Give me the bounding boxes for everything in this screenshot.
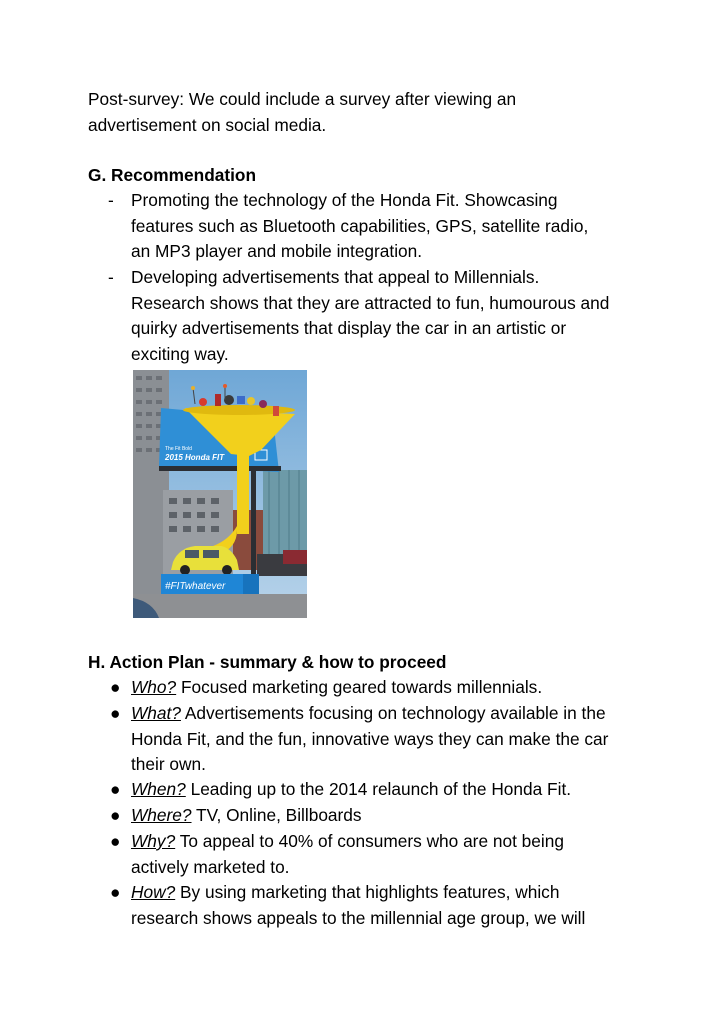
action-plan-item-why bbox=[108, 829, 648, 880]
item-line: Leading up to the 2014 relaunch of the Honda Fit. bbox=[190, 779, 572, 799]
recommendation-item bbox=[108, 265, 648, 367]
item-line: actively marketed to. bbox=[131, 856, 290, 877]
item-line: exciting way. bbox=[131, 343, 229, 364]
item-line: Focused marketing geared towards millennials. bbox=[180, 677, 543, 697]
question-label: How? bbox=[131, 882, 176, 902]
recommendation-item bbox=[108, 188, 648, 265]
bullet-icon: ● bbox=[110, 805, 121, 825]
svg-text:The Fit Bold: The Fit Bold bbox=[165, 446, 192, 452]
item-line: Advertisements focusing on technology available in the bbox=[184, 703, 606, 723]
bullet-icon: ● bbox=[110, 677, 121, 697]
dash-marker: - bbox=[108, 190, 114, 210]
item-line: their own. bbox=[131, 754, 206, 774]
section-h-heading: H. Action Plan - summary & how to proceed bbox=[88, 652, 447, 672]
action-plan-item-what bbox=[108, 701, 648, 778]
intro-line: advertisement on social media. bbox=[88, 114, 327, 135]
question-label: When? bbox=[131, 779, 186, 799]
intro-paragraph bbox=[88, 87, 648, 138]
billboard-illustration bbox=[133, 370, 307, 618]
action-plan-item-where bbox=[108, 803, 648, 829]
bullet-icon: ● bbox=[110, 831, 121, 851]
item-line: To appeal to 40% of consumers who are not being bbox=[179, 831, 564, 851]
question-label: What? bbox=[131, 703, 181, 723]
honda-fit-billboard-photo bbox=[133, 370, 307, 618]
item-line: By using marketing that highlights features, which bbox=[180, 882, 560, 902]
item-line: research shows appeals to the millennial age group, we will bbox=[131, 907, 586, 928]
bullet-icon: ● bbox=[110, 703, 121, 723]
section-g-heading: G. Recommendation bbox=[88, 165, 257, 185]
item-line: features such as Bluetooth capabilities, GPS, satellite radio, bbox=[131, 215, 589, 236]
bullet-icon: ● bbox=[110, 779, 121, 799]
item-line: Developing advertisements that appeal to Millennials. bbox=[131, 267, 540, 287]
action-plan-item-how bbox=[108, 880, 648, 931]
svg-text:2015 Honda FIT: 2015 Honda FIT bbox=[165, 453, 225, 462]
item-line: Honda Fit, and the fun, innovative ways they can make the car bbox=[131, 728, 609, 749]
bullet-icon: ● bbox=[110, 882, 121, 902]
item-line: an MP3 player and mobile integration. bbox=[131, 241, 423, 261]
question-label: Why? bbox=[131, 831, 176, 851]
question-label: Who? bbox=[131, 677, 177, 697]
item-line: quirky advertisements that display the car in an artistic or bbox=[131, 318, 567, 338]
question-label: Where? bbox=[131, 805, 192, 825]
svg-text:#FITwhatever: #FITwhatever bbox=[165, 581, 226, 592]
dash-marker: - bbox=[108, 267, 114, 287]
intro-line: Post-survey: We could include a survey after viewing an bbox=[88, 89, 517, 109]
action-plan-item-who bbox=[108, 675, 648, 701]
item-line: TV, Online, Billboards bbox=[196, 805, 362, 825]
action-plan-item-when bbox=[108, 777, 648, 803]
item-line: Promoting the technology of the Honda Fit. Showcasing bbox=[131, 190, 558, 210]
item-line: Research shows that they are attracted to fun, humourous and bbox=[131, 292, 610, 313]
